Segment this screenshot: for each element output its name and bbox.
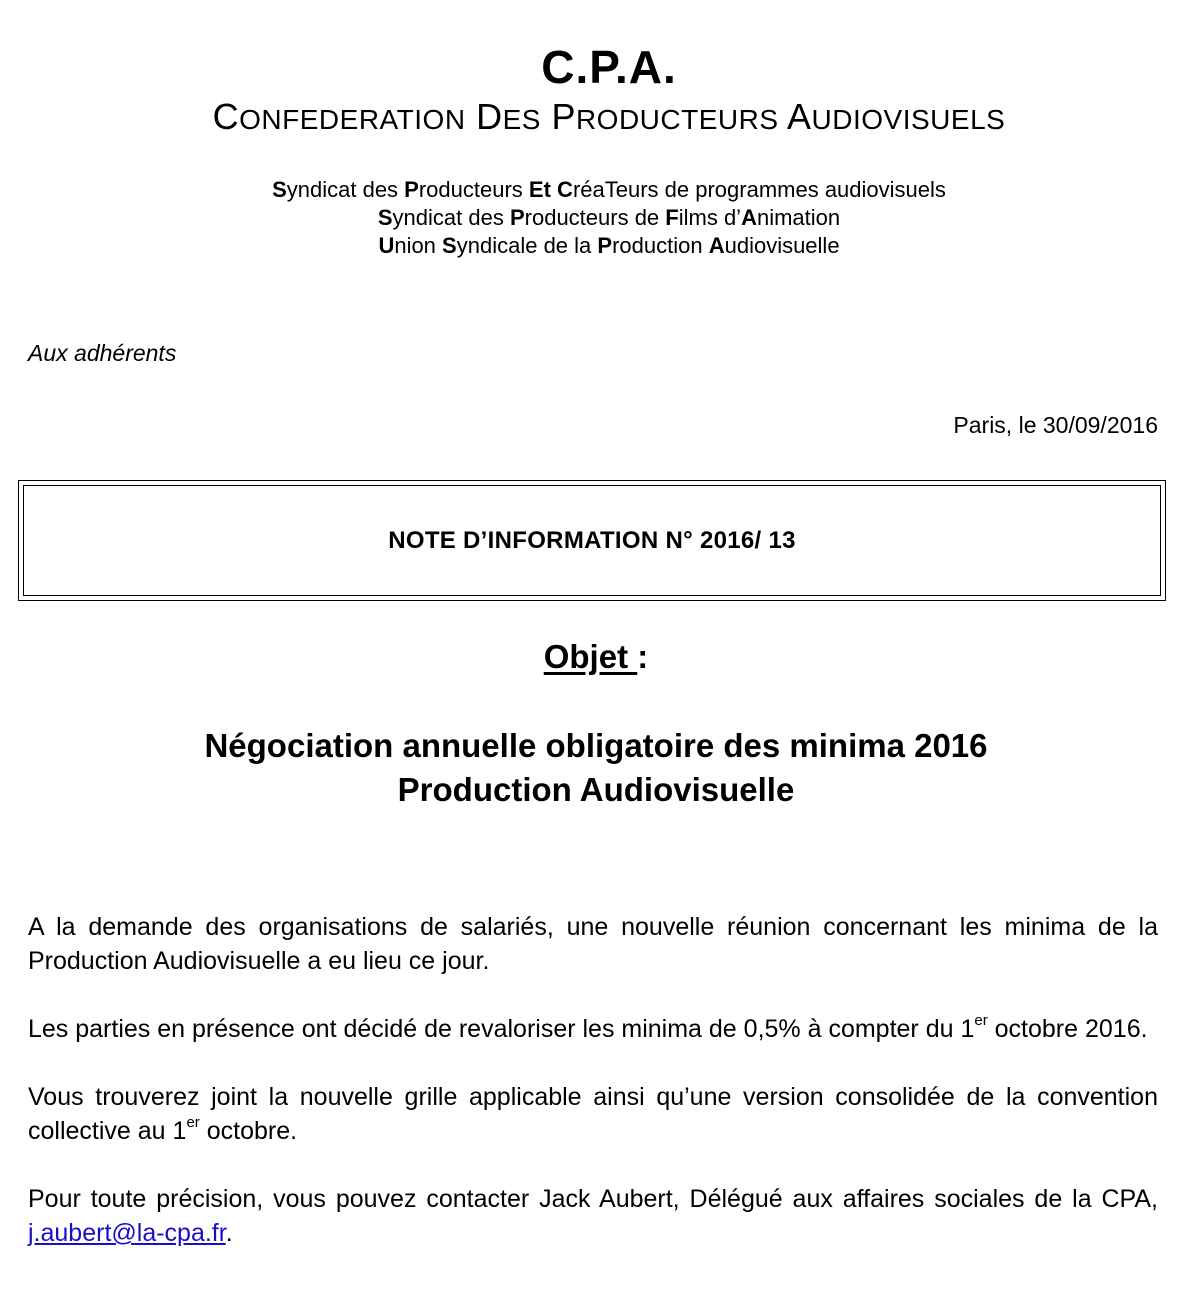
paragraph-text: octobre. <box>199 1117 298 1145</box>
union-initial: P <box>404 177 419 202</box>
paragraph-text: Les parties en présence ont décidé de revaloriser les minima de 0,5% à compter du 1 <box>28 1015 975 1043</box>
org-full-name <box>0 96 1192 138</box>
union-initial: A <box>708 233 725 258</box>
union-initial: U <box>378 233 395 258</box>
note-title: NOTE D’INFORMATION N° 2016/ 13 <box>388 526 796 554</box>
union-initial: C <box>557 177 573 202</box>
paragraph-text: Pour toute précision, vous pouvez contacter Jack Aubert, Délégué aux affaires sociales de la CPA, <box>28 1185 1158 1213</box>
paragraph-text: . <box>225 1219 233 1247</box>
org-full-name-word <box>551 96 778 137</box>
paragraph-text: Vous trouverez joint la nouvelle grille applicable ainsi qu’une version consolidée de la convention collective au 1 <box>28 1083 1158 1145</box>
org-full-name-word <box>476 96 541 137</box>
word-initial: C <box>212 96 240 137</box>
org-full-name-word <box>213 96 466 137</box>
objet-heading <box>0 638 1192 676</box>
union-initial: A <box>741 205 757 230</box>
paragraph <box>28 1080 1158 1148</box>
email-link[interactable]: j.aubert@la-cpa.fr <box>28 1219 226 1247</box>
note-title-box <box>18 480 1166 601</box>
ordinal-superscript: er <box>974 1012 988 1029</box>
union-text: yndicale de la <box>456 233 598 258</box>
word-rest: ES <box>502 104 541 135</box>
union-text: nion <box>394 233 443 258</box>
subject-title <box>0 724 1192 812</box>
union-line <box>0 176 1192 204</box>
objet-colon: : <box>637 638 649 675</box>
union-initial: P <box>509 205 525 230</box>
word-initial: D <box>476 96 503 137</box>
note-title-box-inner <box>23 485 1161 596</box>
word-rest: ONFEDERATION <box>239 104 466 135</box>
union-initial: P <box>597 233 613 258</box>
word-rest: RODUCTEURS <box>575 104 779 135</box>
union-initial: S <box>442 233 457 258</box>
union-text: ilms d’ <box>678 205 742 230</box>
date-line: Paris, le 30/09/2016 <box>953 412 1158 438</box>
subject-line-2: Production Audiovisuelle <box>397 771 795 808</box>
union-initial: S <box>272 177 287 202</box>
union-line <box>0 204 1192 232</box>
union-initial: F <box>665 205 679 230</box>
word-initial: P <box>551 96 576 137</box>
word-rest: UDIOVISUELS <box>811 104 1006 135</box>
paragraph <box>28 1012 1158 1046</box>
union-text: nimation <box>756 205 841 230</box>
union-text: udiovisuelle <box>724 233 840 258</box>
org-acronym: C.P.A. <box>541 41 677 93</box>
paragraph-text: octobre 2016. <box>987 1015 1148 1043</box>
union-text: yndicat des <box>392 205 510 230</box>
subject-line-1: Négociation annuelle obligatoire des minima 2016 <box>204 727 988 764</box>
org-full-name-word <box>787 96 1005 137</box>
union-text: roducteurs <box>418 177 529 202</box>
union-initial: Et <box>528 177 551 202</box>
union-text: réaTeurs de programmes audiovisuels <box>572 177 946 202</box>
union-line <box>0 232 1192 260</box>
union-text: roduction <box>612 233 709 258</box>
union-initial: S <box>377 205 393 230</box>
body-text <box>28 910 1158 1284</box>
member-unions <box>0 176 1192 260</box>
paragraph <box>28 1182 1158 1250</box>
ordinal-superscript: er <box>186 1114 200 1131</box>
recipient-line: Aux adhérents <box>28 340 177 366</box>
paragraph: A la demande des organisations de salariés, une nouvelle réunion concernant les minima de la Production Audiovisuelle a eu lieu ce jour. <box>28 913 1158 975</box>
union-text: roducteurs de <box>524 205 666 230</box>
word-initial: A <box>787 96 812 137</box>
objet-label: Objet <box>543 638 638 675</box>
union-text: yndicat des <box>286 177 405 202</box>
